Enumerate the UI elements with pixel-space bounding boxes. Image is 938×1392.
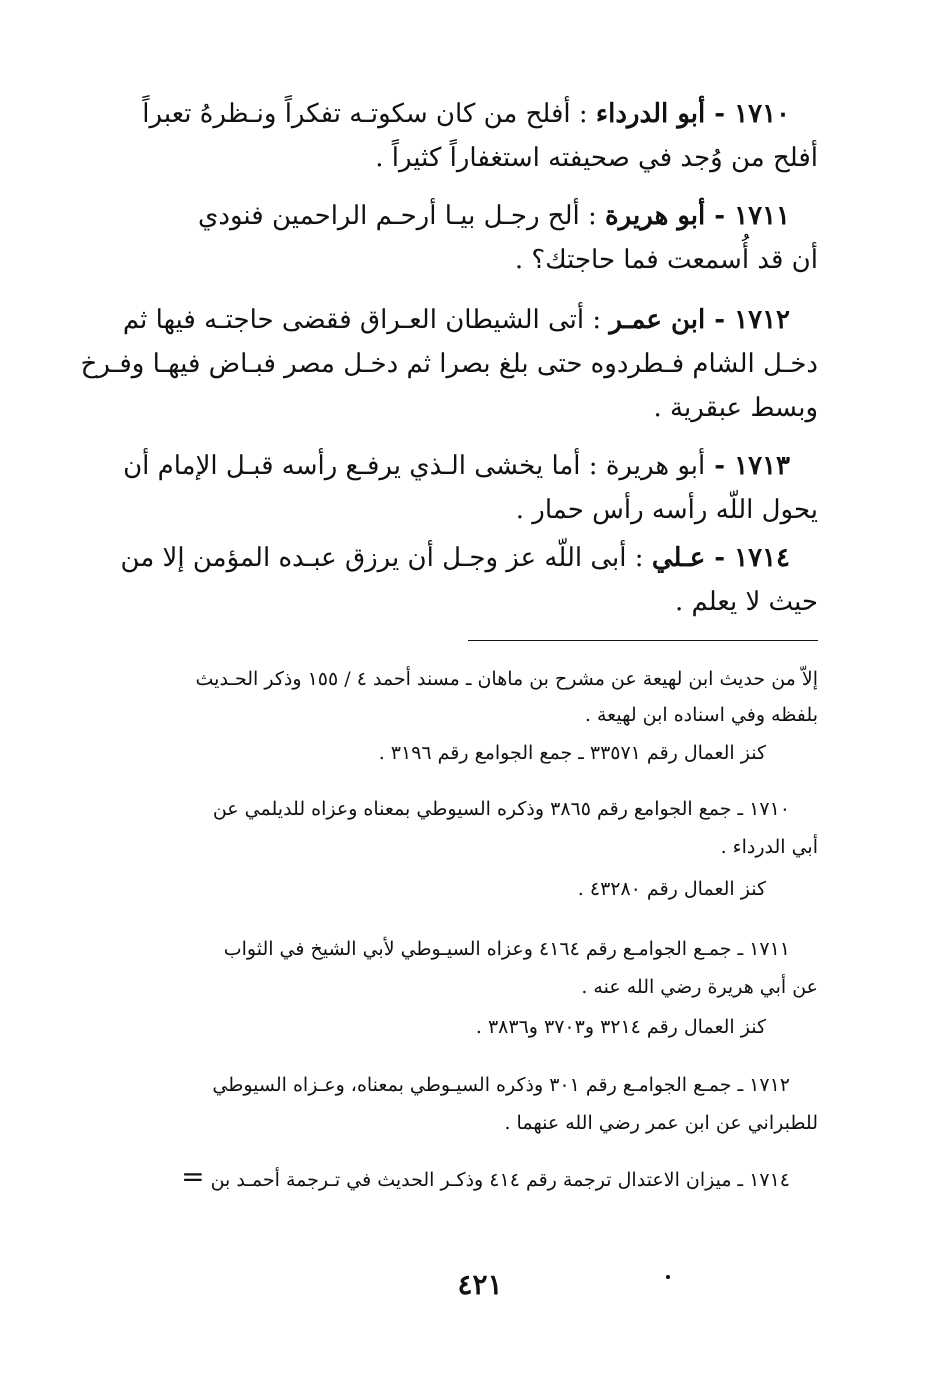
entry-1712-line-2: دخـل الشام فـطردوه حتى بلغ بصرا ثم دخـل مصر فبـاض فيهـا وفـرخ (80, 349, 818, 379)
footnote-1710-line-3: كنز العمال رقم ٤٣٢٨٠ . (577, 878, 766, 900)
narrator-name: أبو هريرة (605, 451, 706, 481)
continuation-mark: = (181, 1160, 205, 1193)
footnote-1712-line-2: للطبراني عن ابن عمر رضي الله عنهما . (504, 1112, 818, 1134)
entry-1714-line-2: حيث لا يعلم . (674, 587, 818, 617)
entry-text: : ألح رجـل بيـا أرحـم الراحمين فنودي (198, 201, 606, 231)
entry-number: ١٧١٣ - (705, 451, 790, 481)
entry-text: : أبى اللّه عز وجـل أن يرزق عبـده المؤمن إلا من (120, 543, 652, 573)
footnote-1710-line-2: أبي الدرداء . (720, 836, 818, 858)
entry-text: : أفلح من كان سكوتـه تفكراً ونـظرهُ تعبراً (142, 99, 596, 129)
footnote-1711-line-2: عن أبي هريرة رضي الله عنه . (581, 976, 818, 998)
footnote-1714-line-1 (90, 1160, 818, 1197)
narrator-name: أبو هريرة (605, 201, 706, 231)
entry-1711-line-2: أن قد أُسمعت فما حاجتك؟ . (514, 245, 818, 275)
footnote-separator (468, 640, 818, 641)
entry-1713-line-2: يحول اللّه رأسه رأس حمار . (515, 495, 818, 525)
entry-number: ١٧١٢ - (705, 305, 790, 335)
entry-text: : أما يخشى الـذي يرفـع رأسه قبـل الإمام أن (123, 451, 606, 481)
entry-number: ١٧١١ - (705, 201, 790, 231)
footnote-1710-line-1: ١٧١٠ ـ جمع الجوامع رقم ٣٨٦٥ وذكره السيوطي بمعناه وعزاه للديلمي عن (212, 798, 790, 820)
entry-number: ١٧١٤ - (705, 543, 790, 573)
narrator-name: أبو الدرداء (595, 99, 706, 129)
page-number: ٤٢١ (457, 1268, 503, 1301)
entry-number: ١٧١٠ - (705, 99, 790, 129)
footnote-carry-line-1: إلاّ من حديث ابن لهيعة عن مشرح بن ماهان ـ مسند أحمد ٤ / ١٥٥ وذكر الحـديث (195, 668, 818, 690)
footnote-1712-line-1: ١٧١٢ ـ جمـع الجوامـع رقم ٣٠١ وذكره السيـوطي بمعناه، وعـزاه السيوطي (212, 1074, 790, 1096)
footnote-carry-line-3: كنز العمال رقم ٣٣٥٧١ ـ جمع الجوامع رقم ٣١٩٦ . (378, 742, 766, 764)
footnote-1711-line-1: ١٧١١ ـ جمـع الجوامـع رقم ٤١٦٤ وعزاه السيـوطي لأبي الشيخ في الثواب (223, 938, 790, 960)
footnote-carry-line-2: بلفظه وفي اسناده ابن لهيعة . (584, 704, 818, 726)
ink-dot (666, 1275, 670, 1279)
narrator-name: عـلي (651, 543, 706, 573)
entry-1710-line-2: أفلح من وُجد في صحيفته استغفاراً كثيراً . (375, 143, 818, 173)
narrator-name: ابن عمـر (609, 305, 706, 335)
footnote-1711-line-3: كنز العمال رقم ٣٢١٤ و٣٧٠٣ و٣٨٣٦ . (475, 1016, 766, 1038)
footnote-1714-text: ١٧١٤ ـ ميزان الاعتدال ترجمة رقم ٤١٤ وذكـر الحديث في تـرجمة أحمـد بن (210, 1169, 790, 1191)
entry-1712-line-3: وبسط عبقرية . (653, 393, 818, 423)
entry-text: : أتى الشيطان العـراق فقضى حاجتـه فيها ثم (122, 305, 610, 335)
